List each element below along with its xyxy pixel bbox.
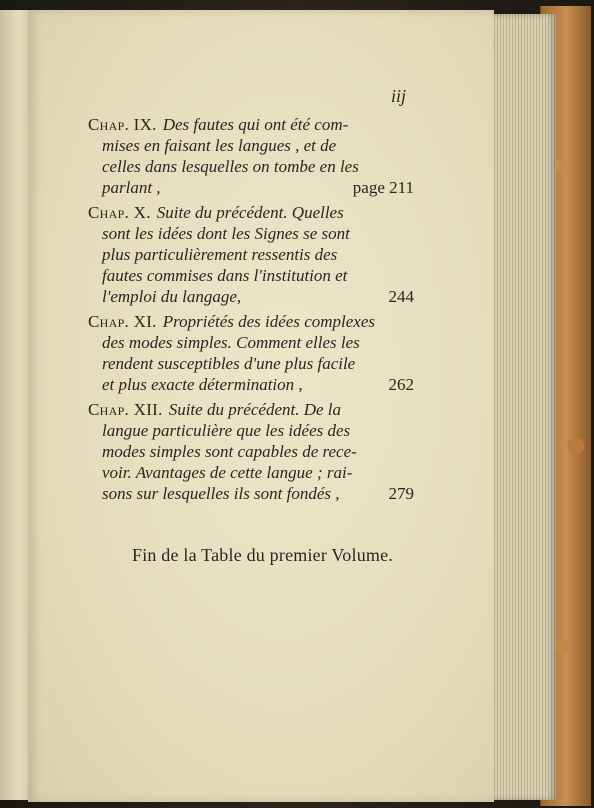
entry-text: et plus exacte détermination , <box>102 375 303 394</box>
entry-text: parlant , <box>102 178 161 197</box>
entry-text: mises en faisant les langues , et de <box>102 136 337 155</box>
page-reference: 262 <box>388 375 414 394</box>
entry-text: Propriétés des idées complexes <box>162 312 376 331</box>
chapter-label: Chap. IX. <box>88 115 157 134</box>
entry-text: Des fautes qui ont été com- <box>162 115 349 134</box>
entry-text: l'emploi du langage, <box>102 287 242 306</box>
closing-line: Fin de la Table du premier Volume. <box>132 545 393 565</box>
entry-text: sons sur lesquelles ils sont fondés , <box>102 484 340 503</box>
toc-entry-chap-12 <box>88 399 414 504</box>
entry-text: Suite du précédent. Quelles <box>156 203 344 222</box>
table-of-contents <box>88 114 414 508</box>
chapter-label: Chap. XII. <box>88 400 163 419</box>
entry-text: voir. Avantages de cette langue ; rai- <box>102 463 353 482</box>
book-page <box>28 10 494 802</box>
entry-text: modes simples sont capables de rece- <box>102 442 357 461</box>
entry-text: fautes commises dans l'institution et <box>102 266 348 285</box>
page-number: iij <box>391 86 407 106</box>
entry-text: rendent susceptibles d'une plus facile <box>102 354 356 373</box>
entry-text: Suite du précédent. De la <box>168 400 342 419</box>
entry-text: celles dans lesquelles on tombe en les <box>102 157 359 176</box>
entry-text: plus particulièrement ressentis des <box>102 245 338 264</box>
toc-entry-chap-9 <box>88 114 414 198</box>
toc-entry-chap-10 <box>88 202 414 307</box>
page-reference: 244 <box>388 287 414 306</box>
page-reference: 279 <box>388 484 414 503</box>
page-block-edge <box>492 14 556 800</box>
toc-entry-chap-11 <box>88 311 414 395</box>
entry-text: langue particulière que les idées des <box>102 421 351 440</box>
page-reference: page 211 <box>352 178 414 197</box>
chapter-label: Chap. X. <box>88 203 151 222</box>
entry-text: des modes simples. Comment elles les <box>102 333 360 352</box>
chapter-label: Chap. XI. <box>88 312 157 331</box>
entry-text: sont les idées dont les Signes se sont <box>102 224 350 243</box>
